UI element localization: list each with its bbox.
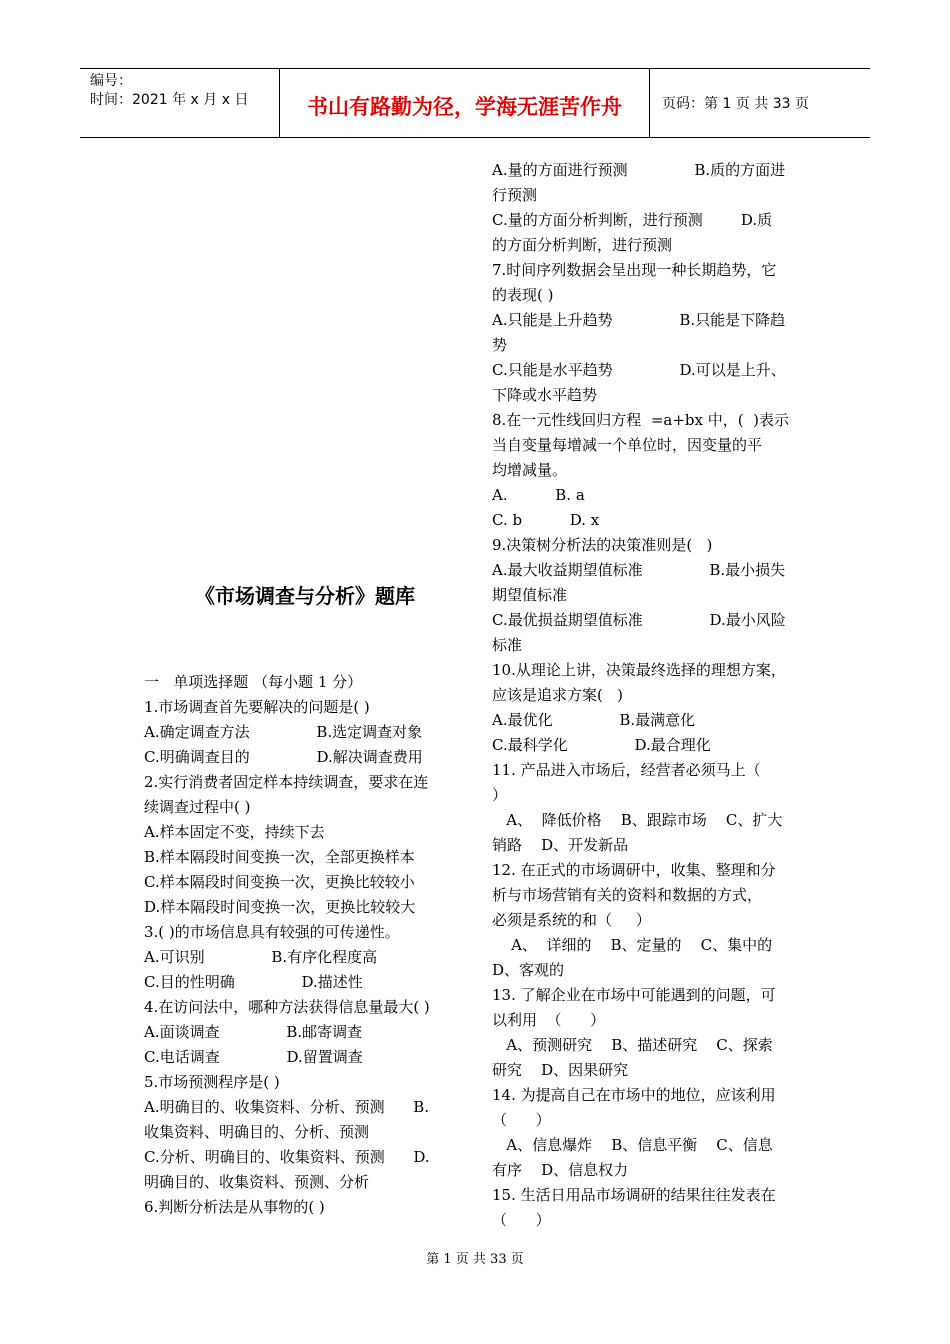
text-line: 15. 生活日用品市场调研的结果往往发表在 — [492, 1186, 776, 1204]
text-line: B.样本隔段时间变换一次，全部更换样本 — [144, 848, 415, 866]
left-column — [144, 670, 464, 1220]
text-line: A.明确目的、收集资料、分析、预测 B. — [144, 1098, 430, 1116]
text-line: 期望值标准 — [492, 586, 568, 604]
text-line: 标准 — [492, 636, 523, 654]
text-line: 9.决策树分析法的决策准则是( ) — [492, 536, 713, 554]
text-line: 当自变量每增减一个单位时，因变量的平 — [492, 436, 763, 454]
text-line: 的方面分析判断，进行预测 — [492, 236, 673, 254]
text-line: C.最科学化 D.最合理化 — [492, 736, 711, 754]
page-header — [80, 68, 870, 138]
text-line: 1.市场调查首先要解决的问题是( ) — [144, 698, 370, 716]
text-line: A.最优化 B.最满意化 — [492, 711, 696, 729]
text-line: A、信息爆炸 B、信息平衡 C、信息 — [492, 1136, 773, 1154]
header-motto: 书山有路勤为径，学海无涯苦作舟 — [280, 69, 650, 137]
text-line: 14. 为提高自己在市场中的地位，应该利用 — [492, 1086, 776, 1104]
document-title: 《市场调查与分析》题库 — [195, 584, 415, 608]
text-line: 的表现( ) — [492, 286, 554, 304]
text-line: C.电话调查 D.留置调查 — [144, 1048, 363, 1066]
text-line: C.最优损益期望值标准 D.最小风险 — [492, 611, 786, 629]
text-line: 13. 了解企业在市场中可能遇到的问题，可 — [492, 986, 776, 1004]
text-line: 必须是系统的和（ ） — [492, 911, 651, 929]
text-line: （ ） — [492, 1111, 551, 1129]
text-line: A.量的方面进行预测 B.质的方面进 — [492, 161, 786, 179]
text-line: A.最大收益期望值标准 B.最小损失 — [492, 561, 786, 579]
number-label: 编号： — [90, 73, 132, 89]
text-line: 4.在访问法中，哪种方法获得信息量最大( ) — [144, 998, 430, 1016]
text-line: 明确目的、收集资料、预测、分析 — [144, 1173, 370, 1191]
text-line: C.量的方面分析判断，进行预测 D.质 — [492, 211, 773, 229]
text-line: A.可识别 B.有序化程度高 — [144, 948, 378, 966]
text-line: 续调查过程中( ) — [144, 798, 251, 816]
text-line: A、 详细的 B、定量的 C、集中的 — [492, 936, 773, 954]
header-page-code: 页码：第 1 页 共 33 页 — [662, 96, 809, 112]
text-line: C.样本隔段时间变换一次，更换比较较小 — [144, 873, 415, 891]
text-line: D、客观的 — [492, 961, 565, 979]
text-line: 一 单项选择题 （每小题 1 分） — [144, 673, 363, 691]
text-line: 势 — [492, 336, 508, 354]
text-line: C.只能是水平趋势 D.可以是上升、 — [492, 361, 786, 379]
text-line: ） — [492, 786, 508, 804]
text-line: 11. 产品进入市场后，经营者必须马上（ — [492, 761, 761, 779]
text-line: A.样本固定不变，持续下去 — [144, 823, 325, 841]
time-label: 时间：2021 年 x 月 x 日 — [90, 92, 249, 108]
text-line: 研究 D、因果研究 — [492, 1061, 629, 1079]
text-line: A、 降低价格 B、跟踪市场 C、扩大 — [492, 811, 783, 829]
text-line: 5.市场预测程序是( ) — [144, 1073, 280, 1091]
text-line: 8.在一元性线回归方程 =a+bx 中，( )表示 — [492, 411, 789, 429]
text-line: 应该是追求方案( ) — [492, 686, 624, 704]
text-line: A.面谈调查 B.邮寄调查 — [144, 1023, 363, 1041]
text-line: 12. 在正式的市场调研中，收集、整理和分 — [492, 861, 776, 879]
page-footer: 第 1 页 共 33 页 — [426, 1252, 524, 1267]
text-line: C.分析、明确目的、收集资料、预测 D. — [144, 1148, 430, 1166]
text-line: 以利用 （ ） — [492, 1011, 606, 1029]
text-line: （ ） — [492, 1211, 551, 1229]
right-column — [492, 158, 822, 1233]
text-line: A. B. a — [492, 486, 585, 504]
text-line: C.目的性明确 D.描述性 — [144, 973, 363, 991]
text-line: 行预测 — [492, 186, 538, 204]
text-line: A、预测研究 B、描述研究 C、探索 — [492, 1036, 773, 1054]
header-info-cell — [80, 69, 280, 137]
text-line: 6.判断分析法是从事物的( ) — [144, 1198, 325, 1216]
text-line: 下降或水平趋势 — [492, 386, 598, 404]
text-line: 收集资料、明确目的、分析、预测 — [144, 1123, 370, 1141]
text-line: 均增减量。 — [492, 461, 568, 479]
text-line: D.样本隔段时间变换一次，更换比较较大 — [144, 898, 416, 916]
text-line: A.确定调查方法 B.选定调查对象 — [144, 723, 423, 741]
text-line: 3.( )的市场信息具有较强的可传递性。 — [144, 923, 400, 941]
text-line: 销路 D、开发新品 — [492, 836, 629, 854]
text-line: 有序 D、信息权力 — [492, 1161, 629, 1179]
text-line: 10.从理论上讲，决策最终选择的理想方案， — [492, 661, 786, 679]
text-line: 2.实行消费者固定样本持续调查，要求在连 — [144, 773, 429, 791]
text-line: 7.时间序列数据会呈出现一种长期趋势，它 — [492, 261, 777, 279]
text-line: C. b D. x — [492, 511, 600, 529]
text-line: A.只能是上升趋势 B.只能是下降趋 — [492, 311, 786, 329]
text-line: 析与市场营销有关的资料和数据的方式， — [492, 886, 763, 904]
text-line: C.明确调查目的 D.解决调查费用 — [144, 748, 423, 766]
